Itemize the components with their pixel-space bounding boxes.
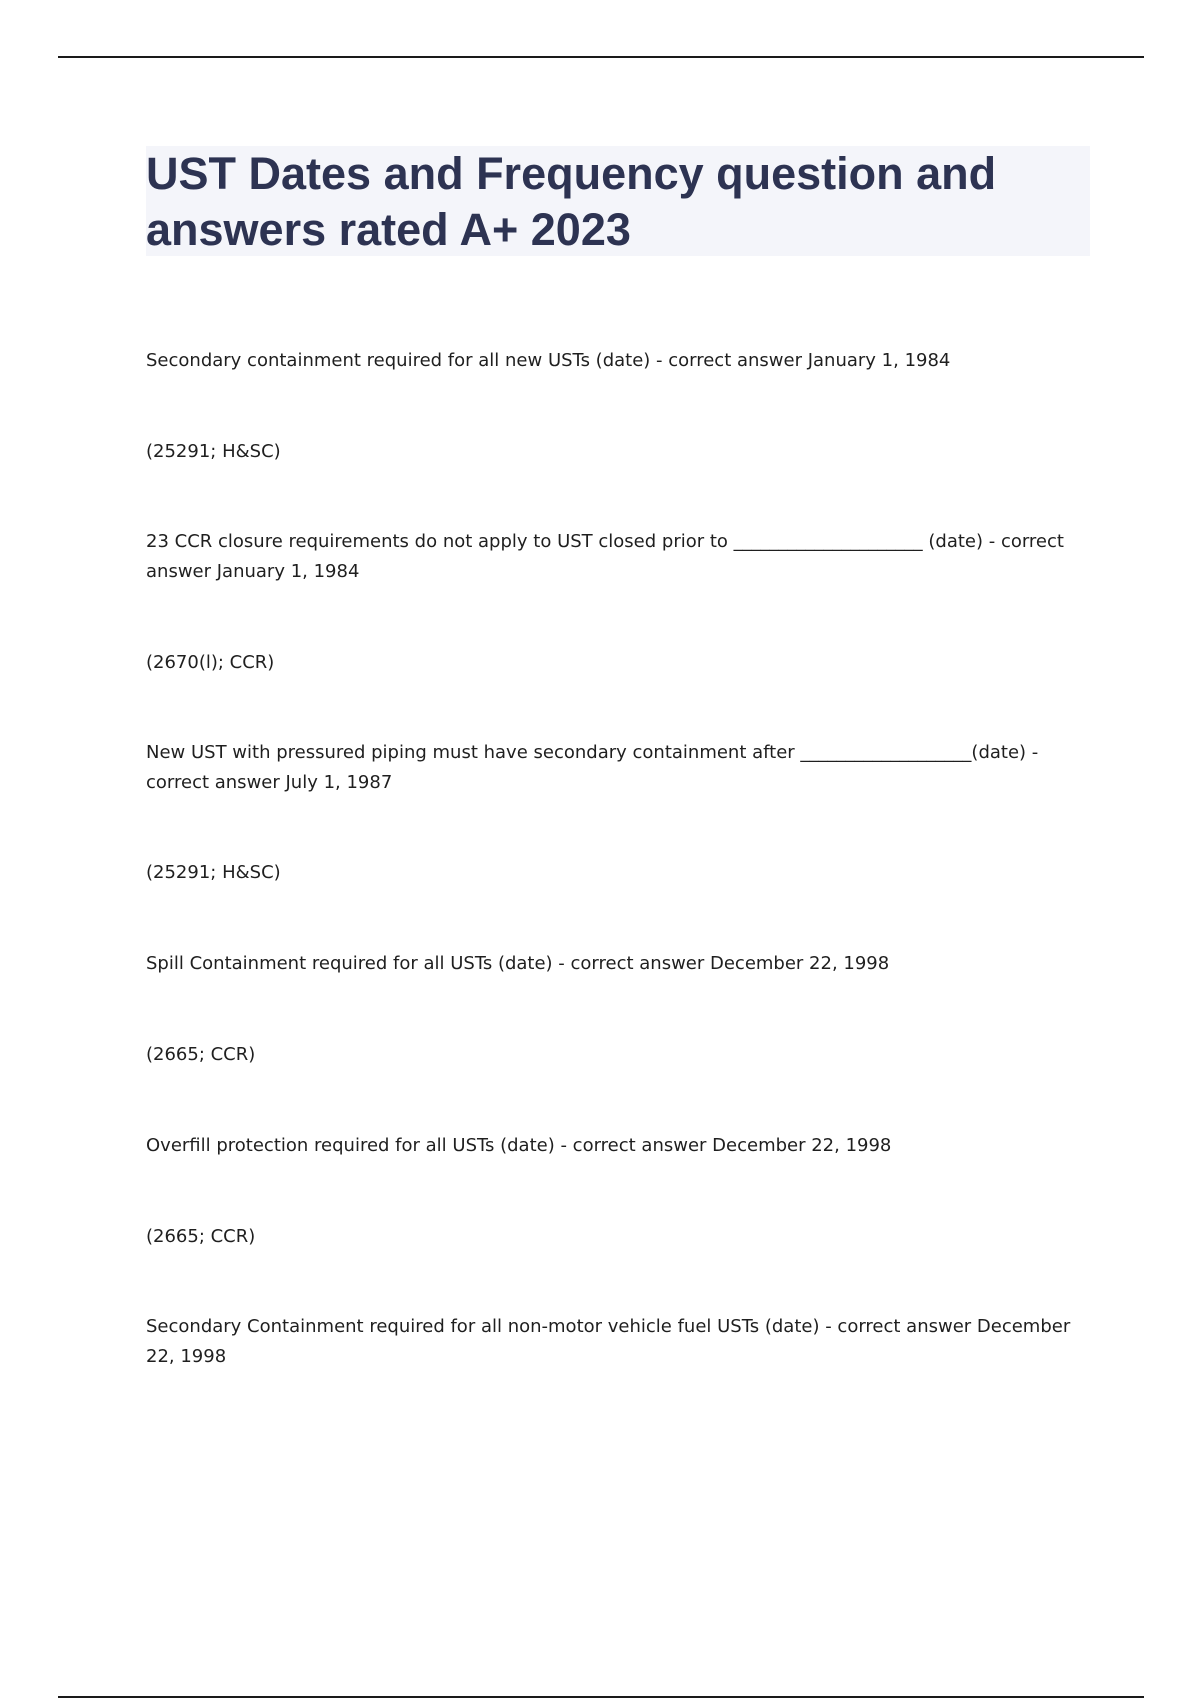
document-title: UST Dates and Frequency question and answers rated A+ 2023: [146, 148, 997, 255]
qa-citation: (2665; CCR): [146, 1226, 256, 1247]
qa-citation: (25291; H&SC): [146, 862, 281, 883]
qa-question: Overfill protection required for all USTs (date) - correct answer December 22, 1998: [146, 1135, 892, 1156]
qa-question: 23 CCR closure requirements do not apply to UST closed prior to _____________________ (date) - correct answer January 1, 1984: [146, 531, 1070, 582]
qa-question: Secondary containment required for all new USTs (date) - correct answer January 1, 1984: [146, 350, 951, 371]
qa-citation: (2665; CCR): [146, 1044, 256, 1065]
top-rule: [58, 56, 1144, 58]
qa-citation: (25291; H&SC): [146, 441, 281, 462]
qa-question: New UST with pressured piping must have secondary containment after ___________________(date) - correct answer July 1, 1987: [146, 742, 1044, 793]
bottom-rule: [58, 1696, 1144, 1698]
qa-question: Spill Containment required for all USTs (date) - correct answer December 22, 1998: [146, 953, 890, 974]
qa-question: Secondary Containment required for all non-motor vehicle fuel USTs (date) - correct answer December 22, 1998: [146, 1316, 1076, 1367]
qa-citation: (2670(l); CCR): [146, 652, 275, 673]
